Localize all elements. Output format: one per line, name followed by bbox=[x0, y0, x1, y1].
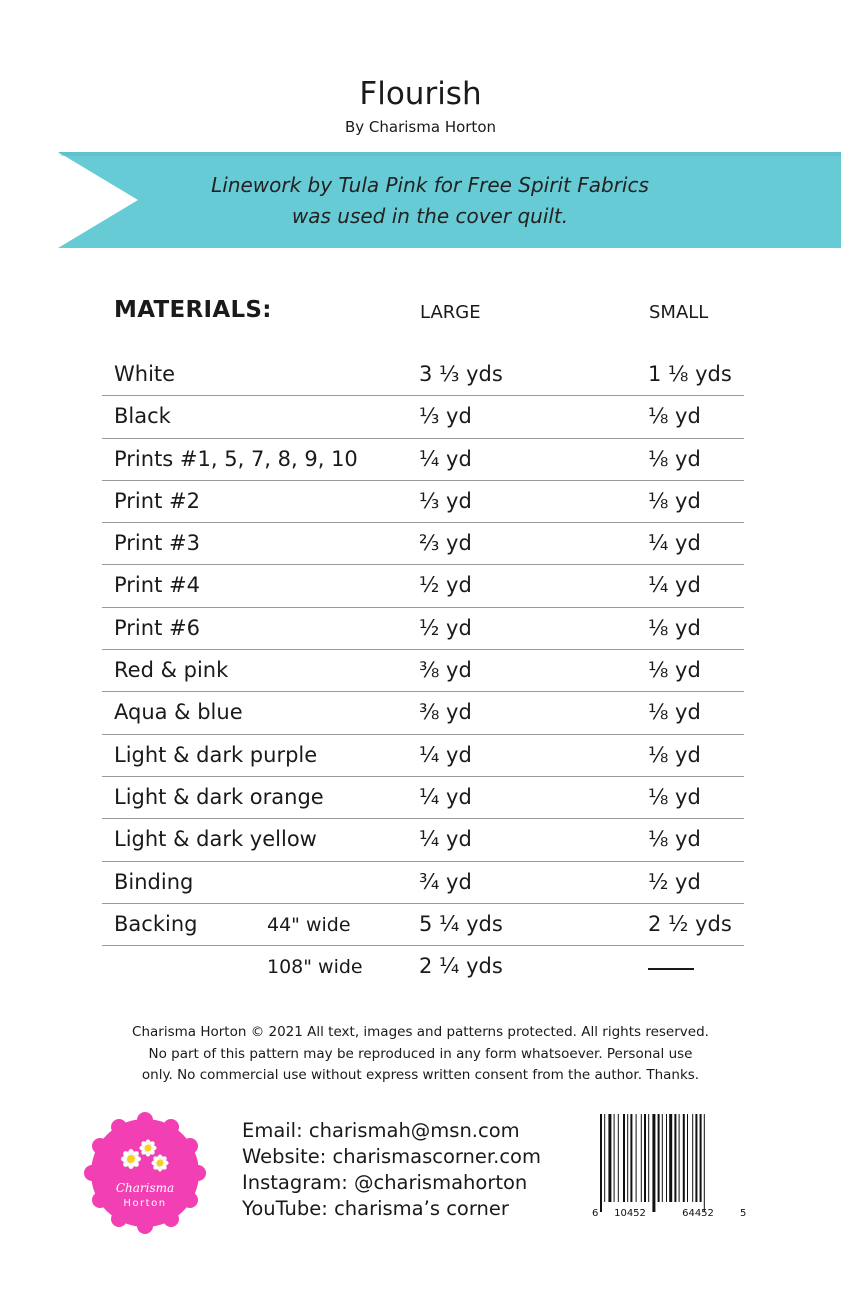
material-row bbox=[102, 904, 744, 946]
material-row bbox=[102, 946, 744, 987]
copyright-notice bbox=[100, 1022, 741, 1087]
material-large-qty: ⅜ yd bbox=[419, 658, 472, 683]
barcode-bar bbox=[695, 1114, 697, 1202]
barcode-digit-first: 6 bbox=[592, 1208, 599, 1219]
materials-table bbox=[102, 354, 744, 987]
barcode-bar bbox=[648, 1114, 649, 1202]
column-header-large: LARGE bbox=[420, 302, 481, 323]
material-large-qty: ½ yd bbox=[419, 573, 472, 598]
material-small-qty: 1 ⅛ yds bbox=[648, 362, 732, 386]
material-small-qty: ⅛ yd bbox=[648, 700, 701, 725]
not-applicable-dash bbox=[648, 968, 694, 970]
material-name: Black bbox=[114, 404, 171, 429]
material-name: Light & dark purple bbox=[114, 742, 318, 767]
material-row bbox=[102, 523, 744, 565]
material-row bbox=[102, 650, 744, 692]
material-large-qty: 2 ¼ yds bbox=[419, 954, 503, 979]
material-row bbox=[102, 692, 744, 734]
barcode-graphic bbox=[588, 1112, 748, 1220]
material-name: Binding bbox=[114, 869, 194, 894]
material-large-qty: ⅔ yd bbox=[419, 531, 472, 556]
website-line: Website: charismascorner.com bbox=[242, 1145, 541, 1168]
material-row bbox=[102, 439, 744, 481]
logo-graphic bbox=[84, 1112, 206, 1234]
material-name: Red & pink bbox=[114, 658, 229, 683]
material-name: Print #2 bbox=[114, 488, 200, 513]
barcode-group-1: 10452 bbox=[614, 1208, 646, 1219]
material-small-qty: ¼ yd bbox=[648, 573, 701, 598]
material-large-qty: ¾ yd bbox=[419, 869, 472, 894]
material-row bbox=[102, 608, 744, 650]
barcode-bar bbox=[658, 1114, 660, 1202]
material-large-qty: ⅜ yd bbox=[419, 700, 472, 725]
barcode-bar bbox=[627, 1114, 628, 1202]
barcode-bar bbox=[662, 1114, 663, 1202]
barcode-bar bbox=[604, 1114, 605, 1202]
barcode-bar bbox=[630, 1114, 632, 1202]
material-name: White bbox=[114, 362, 176, 386]
barcode-bar bbox=[674, 1114, 676, 1202]
material-large-qty: 3 ⅓ yds bbox=[419, 362, 503, 386]
material-name: Prints #1, 5, 7, 8, 9, 10 bbox=[114, 446, 358, 471]
column-header-small: SMALL bbox=[649, 302, 709, 323]
contact-info bbox=[242, 1118, 541, 1222]
material-row bbox=[102, 565, 744, 607]
material-small-qty: ¼ yd bbox=[648, 531, 701, 556]
barcode bbox=[588, 1112, 748, 1220]
material-name: Light & dark orange bbox=[114, 784, 324, 809]
material-row bbox=[102, 777, 744, 819]
charisma-horton-logo bbox=[84, 1112, 206, 1234]
material-large-qty: ¼ yd bbox=[419, 827, 472, 852]
material-name: Backing bbox=[114, 911, 198, 936]
material-row bbox=[102, 481, 744, 523]
materials-heading: MATERIALS: bbox=[114, 297, 272, 323]
material-row bbox=[102, 354, 744, 396]
material-small-qty: ½ yd bbox=[648, 869, 701, 894]
youtube-line: YouTube: charisma’s corner bbox=[242, 1197, 509, 1220]
material-small-qty: ⅛ yd bbox=[648, 784, 701, 809]
barcode-bar bbox=[618, 1114, 619, 1202]
barcode-bar bbox=[683, 1114, 685, 1202]
banner-line-2: was used in the cover quilt. bbox=[291, 204, 569, 228]
barcode-bar bbox=[704, 1114, 705, 1212]
material-name: Aqua & blue bbox=[114, 700, 243, 725]
material-small-qty: ⅛ yd bbox=[648, 446, 701, 471]
barcode-digit-last: 5 bbox=[740, 1208, 747, 1219]
material-small-qty: ⅛ yd bbox=[648, 615, 701, 640]
material-large-qty: ⅓ yd bbox=[419, 488, 472, 513]
barcode-bar bbox=[652, 1114, 655, 1212]
barcode-bar bbox=[608, 1114, 611, 1202]
barcode-bar bbox=[666, 1114, 667, 1202]
copyright-line-2: No part of this pattern may be reproduced in any form whatsoever. Personal use bbox=[148, 1045, 693, 1062]
barcode-bars bbox=[600, 1114, 705, 1212]
banner-line-1: Linework by Tula Pink for Free Spirit Fabrics bbox=[211, 173, 649, 197]
material-row bbox=[102, 735, 744, 777]
material-name: Print #3 bbox=[114, 531, 200, 556]
material-small-qty: ⅛ yd bbox=[648, 658, 701, 683]
banner-caption bbox=[150, 170, 710, 232]
barcode-bar bbox=[636, 1114, 637, 1202]
material-small-qty: ⅛ yd bbox=[648, 488, 701, 513]
author-byline: By Charisma Horton bbox=[344, 118, 497, 136]
material-small-qty: ⅛ yd bbox=[648, 827, 701, 852]
barcode-bar bbox=[669, 1114, 672, 1202]
logo-text-line-1: Charisma bbox=[115, 1181, 175, 1195]
material-large-qty: ¼ yd bbox=[419, 742, 472, 767]
page-title: Flourish bbox=[359, 76, 482, 112]
material-row bbox=[102, 819, 744, 861]
material-large-qty: 5 ¼ yds bbox=[419, 911, 503, 936]
material-row bbox=[102, 862, 744, 904]
material-small-qty: ⅛ yd bbox=[648, 742, 701, 767]
material-name: Light & dark yellow bbox=[114, 827, 317, 852]
barcode-bar bbox=[641, 1114, 642, 1202]
material-name: Print #4 bbox=[114, 573, 200, 598]
logo-text-line-2: Horton bbox=[123, 1198, 167, 1209]
barcode-bar bbox=[679, 1114, 680, 1202]
material-row bbox=[102, 396, 744, 438]
barcode-bar bbox=[700, 1114, 702, 1202]
material-width: 108" wide bbox=[267, 956, 363, 979]
material-large-qty: ¼ yd bbox=[419, 784, 472, 809]
barcode-bar bbox=[644, 1114, 646, 1202]
material-large-qty: ¼ yd bbox=[419, 446, 472, 471]
barcode-group-2: 64452 bbox=[682, 1208, 714, 1219]
email-line: Email: charismah@msn.com bbox=[242, 1119, 520, 1142]
material-name: Print #6 bbox=[114, 615, 200, 640]
barcode-bar bbox=[687, 1114, 688, 1202]
copyright-line-3: only. No commercial use without express written consent from the author. Thanks. bbox=[141, 1067, 700, 1083]
copyright-line-1: Charisma Horton © 2021 All text, images and patterns protected. All rights reserved. bbox=[132, 1024, 709, 1040]
barcode-bar bbox=[623, 1114, 625, 1202]
barcode-bar bbox=[692, 1114, 693, 1202]
material-large-qty: ⅓ yd bbox=[419, 404, 472, 429]
barcode-bar bbox=[600, 1114, 602, 1212]
material-large-qty: ½ yd bbox=[419, 615, 472, 640]
material-small-qty: 2 ½ yds bbox=[648, 911, 732, 936]
material-width: 44" wide bbox=[267, 913, 351, 936]
material-small-qty: ⅛ yd bbox=[648, 404, 701, 429]
barcode-bar bbox=[614, 1114, 615, 1202]
instagram-line: Instagram: @charismahorton bbox=[242, 1171, 528, 1194]
